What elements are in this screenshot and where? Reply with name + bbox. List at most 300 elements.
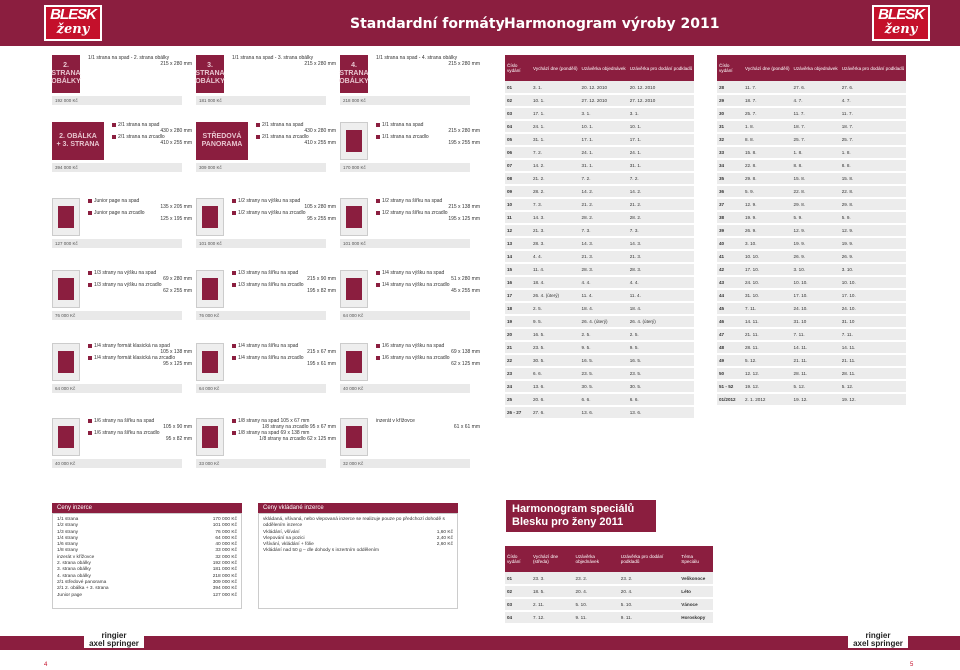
table-cell: 5. 12. <box>743 354 792 367</box>
table-cell: 19 <box>505 315 531 328</box>
table-cell: 28. 3. <box>580 263 628 276</box>
table-cell: 22 <box>505 354 531 367</box>
table-cell: 24. 1. <box>628 146 695 159</box>
ad-thumbnail <box>340 343 368 381</box>
ad-description: 1/8 strany na spad 105 x 67 mm 1/8 strany na zrcadlo 95 x 67 mm 1/8 strany na spad 69 x 138 mm 1/8 strany na zrcadlo 62 x 125 mm <box>232 418 336 442</box>
ad-price: 76 000 Kč <box>196 311 326 320</box>
ad-price: 40 000 Kč <box>52 459 182 468</box>
ad-thumbnail: 2. STRANA OBÁLKY <box>52 55 80 93</box>
table-cell: 13 <box>505 237 531 250</box>
table-cell: 14. 3. <box>580 237 628 250</box>
table-cell: 26. 4. (úterý) <box>580 315 628 328</box>
ad-thumbnail <box>340 270 368 308</box>
table-cell: 1. 8. <box>840 146 907 159</box>
table-row <box>717 81 906 94</box>
table-cell: 24 <box>505 380 531 393</box>
table-row <box>717 250 906 263</box>
table-row <box>505 276 694 289</box>
table-cell: Léto <box>679 585 713 598</box>
table-header: Číslo vydání <box>505 55 531 81</box>
table-cell: 5. 9. <box>840 211 907 224</box>
table-cell: 7. 3. <box>580 224 628 237</box>
blesk-logo-left: BLESK ženy <box>44 5 102 41</box>
table-cell: 19. 9. <box>792 237 840 250</box>
table-cell: 9. 11. <box>619 611 679 624</box>
table-cell: 19. 12. <box>792 393 840 406</box>
table-cell: 11. 4. <box>628 289 695 302</box>
specials-title: Harmonogram speciálů Blesku pro ženy 2011 <box>506 500 656 532</box>
table-cell: 26. 9. <box>792 250 840 263</box>
ad-price: 76 000 Kč <box>52 311 182 320</box>
table-row <box>505 185 694 198</box>
table-cell: 27. 12. 2010 <box>580 94 628 107</box>
table-cell: 04 <box>505 611 531 624</box>
table-cell: 8. 8. <box>743 133 792 146</box>
table-cell: 35 <box>717 172 743 185</box>
table-row <box>717 367 906 380</box>
table-cell: 37 <box>717 198 743 211</box>
insert-row: Vkládání, všívání 1,60 Kč <box>263 529 453 535</box>
table-cell: 4. 7. <box>792 94 840 107</box>
table-cell: 42 <box>717 263 743 276</box>
price-row: 1/6 strany 40 000 Kč <box>57 542 237 548</box>
ad-thumbnail <box>340 418 368 456</box>
table-cell: 19. 9. <box>743 211 792 224</box>
table-cell: 10. 1. <box>628 120 695 133</box>
ad-price: 218 000 Kč <box>340 96 470 105</box>
table-header: Uzávěrka pro dodání podkladů <box>628 55 695 81</box>
table-row <box>505 406 694 419</box>
price-row: Junior page 127 000 Kč <box>57 592 237 598</box>
price-row: 2/1 2. obálka + 3. strana 394 000 Kč <box>57 586 237 592</box>
ad-description: 1/6 strany na šířku na spad 105 x 90 mm 1/6 strany na šířku na zrcadlo 95 x 82 mm <box>88 418 192 442</box>
table-cell: 18. 7. <box>792 120 840 133</box>
table-row <box>505 81 694 94</box>
table-cell: 02 <box>505 94 531 107</box>
table-cell: 16 <box>505 276 531 289</box>
table-cell: 45 <box>717 302 743 315</box>
table-cell: 03 <box>505 107 531 120</box>
ad-price: 32 000 Kč <box>340 459 470 468</box>
ad-thumbnail <box>52 343 80 381</box>
table-row <box>717 198 906 211</box>
table-cell: 14. 2. <box>531 159 580 172</box>
table-cell: 6. 6. <box>628 393 695 406</box>
table-row <box>505 315 694 328</box>
ad-description: 1/2 strany na výšku na spad 105 x 280 mm 1/2 strany na výšku na zrcadlo 95 x 255 mm <box>232 198 336 222</box>
table-cell: 01 <box>505 572 531 585</box>
table-header: Uzávěrka pro dodání podkladů <box>840 55 907 81</box>
table-cell: 16. 5. <box>628 354 695 367</box>
table-cell: 25 <box>505 393 531 406</box>
table-cell: 23. 2. <box>574 572 619 585</box>
table-cell: 10. 10. <box>840 276 907 289</box>
table-row <box>717 289 906 302</box>
table-cell: 14. 11. <box>743 315 792 328</box>
table-cell: 30 <box>717 107 743 120</box>
table-row <box>505 572 713 585</box>
table-cell: 09 <box>505 185 531 198</box>
prices-title: Ceny inzerce <box>52 503 242 513</box>
table-cell: 19. 9. <box>840 237 907 250</box>
table-row <box>717 211 906 224</box>
table-header: Vychází dne (pondělí) <box>743 55 792 81</box>
table-row <box>505 250 694 263</box>
ad-price: 394 000 Kč <box>52 163 182 172</box>
ad-price: 101 000 Kč <box>196 239 326 248</box>
table-cell: 26 - 27 <box>505 406 531 419</box>
price-row: 1/8 strany 33 000 Kč <box>57 548 237 554</box>
table-cell: 20. 4. <box>574 585 619 598</box>
table-cell: 5. 10. <box>574 598 619 611</box>
ad-thumbnail <box>52 198 80 236</box>
table-cell: 27. 6. <box>792 81 840 94</box>
table-cell: 21. 2. <box>531 172 580 185</box>
price-row: 3. strana obálky 181 000 Kč <box>57 567 237 573</box>
ad-price: 40 000 Kč <box>340 384 470 393</box>
table-cell: 22. 8. <box>792 185 840 198</box>
table-cell: 22. 8. <box>840 185 907 198</box>
table-cell: 43 <box>717 276 743 289</box>
table-cell: 36 <box>717 185 743 198</box>
table-cell: 29. 8. <box>743 172 792 185</box>
table-cell: 4. 4. <box>531 250 580 263</box>
table-cell: 3. 10. <box>743 237 792 250</box>
table-cell: Vánoce <box>679 598 713 611</box>
table-cell: 23 <box>505 367 531 380</box>
table-row <box>717 263 906 276</box>
table-cell: 29. 8. <box>792 198 840 211</box>
table-cell: 21. 3. <box>580 250 628 263</box>
price-row: 1/1 strana 170 000 Kč <box>57 517 237 522</box>
ad-description: 1/3 strany na výšku na spad 69 x 280 mm 1/3 strany na výšku na zrcadlo 62 x 255 mm <box>88 270 192 294</box>
ad-price: 192 000 Kč <box>52 96 182 105</box>
table-cell: 14. 3. <box>531 211 580 224</box>
table-row <box>505 611 713 624</box>
table-cell: 29. 8. <box>840 198 907 211</box>
table-row <box>717 276 906 289</box>
table-cell: 21. 2. <box>580 198 628 211</box>
table-cell: 27. 12. 2010 <box>628 94 695 107</box>
table-cell: 02 <box>505 585 531 598</box>
table-row <box>717 237 906 250</box>
table-cell: 19. 12. <box>743 380 792 393</box>
table-cell: 5. 12. <box>792 380 840 393</box>
table-cell: 6. 6. <box>580 393 628 406</box>
price-row: 1/4 strany 64 000 Kč <box>57 535 237 541</box>
table-cell: 08 <box>505 172 531 185</box>
table-cell: 1. 8. <box>792 146 840 159</box>
table-cell: 11. 7. <box>743 81 792 94</box>
table-row <box>505 146 694 159</box>
table-cell: 9. 5. <box>531 315 580 328</box>
table-cell: 17. 10. <box>792 289 840 302</box>
table-cell: 10. 10. <box>792 276 840 289</box>
table-cell: 31. 10. <box>743 289 792 302</box>
table-cell: 17. 10. <box>840 289 907 302</box>
table-cell: 22. 8. <box>743 159 792 172</box>
price-row: inzerát v křížovce 32 000 Kč <box>57 554 237 560</box>
table-row <box>717 107 906 120</box>
table-cell: 5. 9. <box>743 185 792 198</box>
table-cell: 31. 1. <box>580 159 628 172</box>
table-row <box>505 367 694 380</box>
table-row <box>505 133 694 146</box>
table-cell: 24. 1. <box>580 146 628 159</box>
inserts-note: Vkládání nad 50 g – dle dohody s inzertním oddělením <box>263 548 380 554</box>
table-row <box>717 146 906 159</box>
table-cell: 2. 5. <box>580 328 628 341</box>
table-cell: 31. 10 <box>840 315 907 328</box>
ad-description: inzerát v křížovce 61 x 61 mm <box>376 418 480 430</box>
table-cell: 18. 5. <box>531 585 574 598</box>
table-cell: 11 <box>505 211 531 224</box>
table-row <box>505 380 694 393</box>
table-cell: 17. 1. <box>531 107 580 120</box>
table-cell: 21. 3. <box>628 250 695 263</box>
table-row <box>717 328 906 341</box>
table-cell: 29 <box>717 94 743 107</box>
table-cell: 3. 1. <box>580 107 628 120</box>
table-cell: 32 <box>717 133 743 146</box>
table-row <box>505 198 694 211</box>
table-cell: 05 <box>505 133 531 146</box>
table-cell: 16. 5. <box>531 328 580 341</box>
table-cell: 14. 11. <box>792 341 840 354</box>
table-cell: 31. 1. <box>628 159 695 172</box>
table-header: Vychází dne (pondělí) <box>531 55 580 81</box>
table-cell: Velikonoce <box>679 572 713 585</box>
ad-thumbnail <box>52 418 80 456</box>
ad-description: 2/1 strana na spad 430 x 280 mm 2/1 strana na zrcadlo 410 x 255 mm <box>112 122 192 146</box>
table-row <box>717 94 906 107</box>
table-cell: 25. 7. <box>792 133 840 146</box>
ad-price: 181 000 Kč <box>196 96 326 105</box>
table-cell: 25. 7. <box>840 133 907 146</box>
price-row: 1/2 strany 101 000 Kč <box>57 523 237 529</box>
table-cell: 28. 11. <box>743 341 792 354</box>
table-cell: 25. 7. <box>743 107 792 120</box>
table-row <box>505 159 694 172</box>
table-cell: 7. 11. <box>792 328 840 341</box>
table-cell: 18. 7. <box>840 120 907 133</box>
ad-description: 2/1 strana na spad 430 x 280 mm 2/1 strana na zrcadlo 410 x 255 mm <box>256 122 336 146</box>
table-cell: 30. 5. <box>628 380 695 393</box>
ad-description: 1/1 strana na spad - 2. strana obálky 215 x 280 mm <box>88 55 192 67</box>
table-cell: 34 <box>717 159 743 172</box>
table-header: Číslo vydání <box>717 55 743 81</box>
ad-thumbnail: 4. STRANA OBÁLKY <box>340 55 368 93</box>
table-cell: 9. 5. <box>580 341 628 354</box>
table-cell: 21. 3. <box>531 224 580 237</box>
table-cell: 3. 1. <box>628 107 695 120</box>
table-cell: 07 <box>505 159 531 172</box>
table-cell: 28. 11. <box>840 367 907 380</box>
table-cell: 28. 3. <box>531 237 580 250</box>
inserts-title: Ceny vkládané inzerce <box>258 503 458 513</box>
table-cell: 39 <box>717 224 743 237</box>
table-row <box>505 289 694 302</box>
blesk-logo-right: BLESK ženy <box>872 5 930 41</box>
table-row <box>505 302 694 315</box>
table-cell: 12. 9. <box>792 224 840 237</box>
table-cell: 6. 6. <box>531 367 580 380</box>
table-header: Téma Speciálu <box>679 546 713 572</box>
table-cell: 23. 3. <box>531 572 574 585</box>
table-cell: 21. 11. <box>840 354 907 367</box>
ad-price: 64 000 Kč <box>340 311 470 320</box>
table-cell: 11. 4. <box>580 289 628 302</box>
brand-logo-right: ringier axel springer <box>848 632 908 648</box>
ad-thumbnail: STŘEDOVÁ PANORAMA <box>196 122 248 160</box>
table-cell: 31 <box>717 120 743 133</box>
table-cell: 20. 12. 2010 <box>628 81 695 94</box>
table-cell: 7. 2. <box>580 172 628 185</box>
table-cell: 20 <box>505 328 531 341</box>
table-cell: 38 <box>717 211 743 224</box>
table-cell: 7. 3. <box>628 224 695 237</box>
table-cell: 41 <box>717 250 743 263</box>
table-cell: 48 <box>717 341 743 354</box>
table-row <box>505 94 694 107</box>
price-row: 2/1 středové panorama 309 000 Kč <box>57 579 237 585</box>
table-row <box>505 107 694 120</box>
ad-thumbnail <box>196 418 224 456</box>
table-cell: 17. 1. <box>580 133 628 146</box>
table-row <box>505 354 694 367</box>
table-cell: 28. 11. <box>792 367 840 380</box>
table-cell: 8. 8. <box>792 159 840 172</box>
table-cell: 23. 5. <box>580 367 628 380</box>
ad-thumbnail: 3. STRANA OBÁLKY <box>196 55 224 93</box>
ad-thumbnail <box>196 343 224 381</box>
table-row <box>505 224 694 237</box>
table-row <box>717 172 906 185</box>
page-number-left: 4 <box>44 662 48 668</box>
price-row: 4. strana obálky 218 000 Kč <box>57 573 237 579</box>
table-cell: 12. 9. <box>743 198 792 211</box>
table-cell: 51 - 52 <box>717 380 743 393</box>
table-cell: 27. 6. <box>531 406 580 419</box>
table-cell: 23. 5. <box>628 367 695 380</box>
table-row <box>505 328 694 341</box>
inserts-box <box>258 513 458 609</box>
table-cell: 01 <box>505 81 531 94</box>
table-cell: 2. 1. 2012 <box>743 393 792 406</box>
table-header: Uzávěrka objednávek <box>792 55 840 81</box>
table-cell: 5. 12. <box>840 380 907 393</box>
table-cell: 21 <box>505 341 531 354</box>
table-cell: 14. 3. <box>628 237 695 250</box>
table-row <box>505 237 694 250</box>
table-cell: 12 <box>505 224 531 237</box>
insert-row: Vlepování na pozici 2,40 Kč <box>263 535 453 541</box>
table-cell: 14. 2. <box>628 185 695 198</box>
ad-thumbnail <box>340 122 368 160</box>
table-cell: 44 <box>717 289 743 302</box>
table-cell: 14. 11. <box>840 341 907 354</box>
table-cell: 13. 6. <box>531 380 580 393</box>
table-cell: 15. 8. <box>792 172 840 185</box>
table-row <box>505 172 694 185</box>
ad-thumbnail: 2. OBÁLKA + 3. STRANA <box>52 122 104 160</box>
table-cell: 3. 1. <box>531 81 580 94</box>
table-cell: 10 <box>505 198 531 211</box>
table-cell: 18. 4. <box>628 302 695 315</box>
table-row <box>717 393 906 406</box>
table-row <box>717 302 906 315</box>
table-cell: 3. 10. <box>840 263 907 276</box>
table-cell: 10. 10. <box>743 250 792 263</box>
table-cell: 1. 8. <box>743 120 792 133</box>
table-header: Číslo vydání <box>505 546 531 572</box>
table-cell: 2. 5. <box>628 328 695 341</box>
table-cell: 9. 11. <box>574 611 619 624</box>
table-cell: 17. 10. <box>743 263 792 276</box>
table-row <box>717 133 906 146</box>
table-cell: 24. 10. <box>792 302 840 315</box>
ad-price: 127 000 Kč <box>52 239 182 248</box>
table-cell: 21. 2. <box>628 198 695 211</box>
specials-table <box>505 546 713 625</box>
table-row <box>717 224 906 237</box>
table-cell: 30. 5. <box>580 380 628 393</box>
ad-description: 1/4 strany formát klasická na spad 105 x 138 mm 1/4 strany formát klasická na zrcadlo 95 x 125 mm <box>88 343 192 367</box>
table-cell: 24. 1. <box>531 120 580 133</box>
table-cell: 20. 4. <box>619 585 679 598</box>
table-cell: 10. 1. <box>531 94 580 107</box>
table-cell: 26. 4. (úterý) <box>628 315 695 328</box>
ad-description: 1/4 strany na výšku na spad 51 x 280 mm 1/4 strany na výšku na zrcadlo 45 x 255 mm <box>376 270 480 294</box>
table-cell: 21. 11. <box>792 354 840 367</box>
insert-row: Všívání, vkládání + fólie 2,60 Kč <box>263 542 453 548</box>
table-row <box>717 354 906 367</box>
schedule-left <box>505 55 710 420</box>
ad-description: 1/3 strany na šířku na spad 215 x 90 mm 1/3 strany na šířku na zrcadlo 195 x 82 mm <box>232 270 336 294</box>
table-cell: 15. 8. <box>840 172 907 185</box>
table-row <box>505 585 713 598</box>
table-cell: 23. 5. <box>531 341 580 354</box>
schedule-right <box>717 55 919 407</box>
table-cell: 20. 6. <box>531 393 580 406</box>
prices-box <box>52 513 242 609</box>
table-header: Uzávěrka pro dodání podkladů <box>619 546 679 572</box>
table-header: Uzávěrka objednávek <box>580 55 628 81</box>
table-row <box>505 211 694 224</box>
table-row <box>505 393 694 406</box>
table-cell: 14. 2. <box>580 185 628 198</box>
ad-thumbnail <box>196 198 224 236</box>
table-cell: 14 <box>505 250 531 263</box>
table-cell: 18. 7. <box>743 94 792 107</box>
table-cell: 18 <box>505 302 531 315</box>
table-cell: 4. 4. <box>580 276 628 289</box>
table-row <box>505 598 713 611</box>
table-cell: 40 <box>717 237 743 250</box>
table-cell: 7. 2. <box>628 172 695 185</box>
table-cell: Horoskopy <box>679 611 713 624</box>
table-cell: 13. 6. <box>580 406 628 419</box>
table-row <box>717 380 906 393</box>
table-cell: 7. 3. <box>531 198 580 211</box>
table-cell: 23. 2. <box>619 572 679 585</box>
table-cell: 20. 12. 2010 <box>580 81 628 94</box>
ad-description: 1/1 strana na spad 215 x 280 mm 1/1 strana na zrcadlo 195 x 255 mm <box>376 122 480 146</box>
page-title-right: Harmonogram výroby 2011 <box>504 16 720 32</box>
ad-description: Junior page na spad 135 x 205 mm Junior page na zrcadlo 125 x 195 mm <box>88 198 192 222</box>
table-cell: 11. 7. <box>840 107 907 120</box>
table-cell: 28. 2. <box>580 211 628 224</box>
